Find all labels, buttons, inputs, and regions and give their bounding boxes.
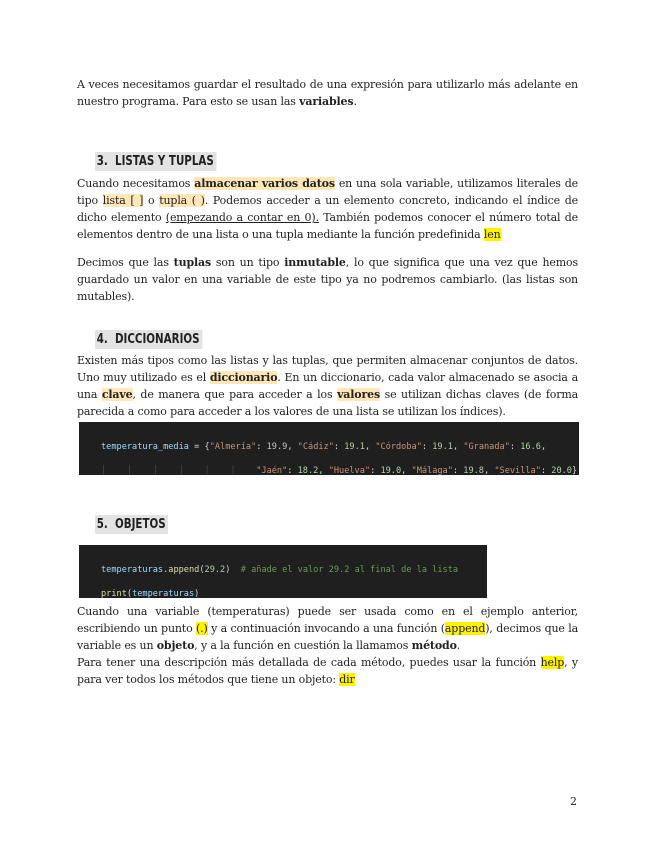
s3p1-text-4: . Podemos acceder a un elemento concreto, indicando el índice de dicho elemento — [77, 194, 578, 224]
code-dict-value: 19.1 — [432, 442, 453, 452]
section-5-paragraph-1 — [77, 603, 578, 654]
code-line-2: print(temperaturas) — [101, 589, 200, 598]
s5p1-bold-metodo: método — [411, 639, 457, 652]
section-3-heading — [95, 152, 216, 171]
s5p2-highlight-help: help — [540, 656, 565, 669]
s4p1-text-3: , de manera que para acceder a los — [132, 388, 338, 401]
code-close-brace: } — [571, 466, 578, 475]
code-line-2: │ │ │ │ │ │ "Jaén": 18.2, "Huelva": 19.0, "Málaga": 19.8, "Sevilla": 20.0} — [101, 466, 578, 475]
code-block-dictionary — [79, 422, 579, 475]
code-print-fn-2: print — [101, 589, 127, 598]
code-dict-value: 18.2 — [297, 466, 319, 475]
code-dict-value: 16.6 — [520, 442, 541, 452]
code-dict-key: "Córdoba" — [375, 442, 422, 452]
section-3-title: LISTAS Y TUPLAS — [115, 154, 214, 169]
section-4-title: DICCIONARIOS — [115, 332, 200, 347]
code-dict-value: 19.0 — [380, 466, 402, 475]
intro-text-1: A veces necesitamos guardar el resultado de una expresión para utilizarlo más adelante en nuestro programa. Para esto se usan las — [77, 78, 578, 108]
code-assign: = { — [188, 442, 210, 452]
s5p1-bold-objeto: objeto — [156, 639, 195, 652]
s3p1-highlight-tupla: tupla ( ) — [159, 194, 205, 207]
s5p1-text-1: Cuando una variable (temperaturas) puede ser usada como en el ejemplo anterior, escribiendo un punto — [77, 605, 578, 635]
s3p1-text-2: en una sola variable, utilizamos literales de tipo — [77, 177, 578, 207]
code-dict-key: "Cádiz" — [297, 442, 334, 452]
s5p1-text-4: , y a la función en cuestión la llamamos — [194, 639, 412, 652]
code-dict-key: "Jaén" — [256, 466, 288, 475]
s4p1-bold-valores: valores — [337, 388, 381, 401]
s3p2-bold-tuplas: tuplas — [173, 256, 212, 269]
s4p1-text-2: . En un diccionario, cada valor almacenado se asocia a una — [77, 371, 578, 401]
s4p1-text-1: Existen más tipos como las listas y las tuplas, que permiten almacenar conjuntos de datos. Uno muy utilizado es el — [77, 354, 578, 384]
s5p1-highlight-dot: (.) — [196, 622, 208, 635]
s4p1-bold-diccionario: diccionario — [209, 371, 278, 384]
section-5-paragraph-2 — [77, 654, 578, 688]
code-dict-value: 19.8 — [463, 466, 484, 475]
s3p2-text-2: son un tipo — [211, 256, 285, 269]
s3p1-underline-empezando: (empezando a contar en 0). — [165, 211, 319, 224]
section-5-number: 5. — [96, 517, 108, 532]
intro-paragraph — [77, 76, 578, 110]
s3p2-text-3: , lo que significa que una vez que hemos guardado un valor en una variable de este tipo ya no podremos cambiarlo. (las listas son mutables). — [77, 256, 578, 303]
code-dict-key: "Huelva" — [328, 466, 371, 475]
section-4-paragraph-1 — [77, 352, 578, 420]
s3p2-bold-inmutable: inmutable — [284, 256, 346, 269]
s5p1-highlight-append: append — [444, 622, 486, 635]
code-var-temperaturas: temperaturas — [101, 565, 164, 575]
code-dict-key: "Málaga" — [411, 466, 453, 475]
code-var-temperatura-media: temperatura_media — [101, 442, 189, 452]
s4p1-bold-clave: clave — [101, 388, 133, 401]
s5p1-text-5: . — [456, 639, 461, 652]
code-block-objects — [79, 545, 487, 598]
section-4-number: 4. — [96, 332, 108, 347]
s5p2-text-2: , y para ver todos los métodos que tiene un objeto: — [77, 656, 578, 686]
s3p1-text-1: Cuando necesitamos — [77, 177, 195, 190]
code-dict-value: 19.1 — [344, 442, 365, 452]
s3p1-highlight-lista: lista [ ] — [102, 194, 144, 207]
code-dict-key: "Sevilla" — [494, 466, 541, 475]
s3p1-text-5: También podemos conocer el número total de elementos dentro de una lista o una tupla mediante la función predefinida — [77, 211, 579, 241]
code-line-2-entries: "Jaén": 18.2, "Huelva": 19.0, "Málaga": 19.8, "Sevilla": 20.0 — [256, 466, 572, 475]
code-print-arg-2: temperaturas — [132, 589, 195, 598]
section-5-heading — [95, 515, 168, 534]
section-3-paragraph-2 — [77, 254, 578, 305]
code-dict-key: "Almería" — [209, 442, 257, 452]
code-comment: # añade el valor 29.2 al final de la lista — [240, 565, 459, 575]
section-5-title: OBJETOS — [115, 517, 166, 532]
s3p1-bold-almacenar: almacenar varios datos — [194, 177, 335, 190]
page-number: 2 — [570, 795, 577, 808]
section-3-number: 3. — [96, 154, 108, 169]
code-line-1 — [101, 441, 579, 453]
s3p2-text-1: Decimos que las — [77, 256, 174, 269]
code-line-1: temperaturas.append(29.2) # añade el valor 29.2 al final de la lista — [101, 565, 459, 575]
s5p1-text-3: ), decimos que la variable es un — [77, 622, 578, 652]
s3p1-text-3: o — [143, 194, 160, 207]
code-line-1-entries: "Almería": 19.9, "Cádiz": 19.1, "Córdoba": 19.1, "Granada": 16.6, — [209, 442, 552, 452]
s5p1-text-2: y a continuación invocando a una función ( — [207, 622, 445, 635]
intro-bold-variables: variables — [299, 95, 354, 108]
code-dict-key: "Granada" — [463, 442, 510, 452]
s5p2-text-1: Para tener una descripción más detallada de cada método, puedes usar la función — [77, 656, 541, 669]
code-arg-number: 29.2 — [204, 565, 226, 575]
code-dict-value: 20.0 — [551, 466, 572, 475]
section-4-heading — [95, 330, 202, 349]
intro-text-2: . — [353, 95, 357, 108]
code-method-append: append — [168, 565, 200, 575]
s5p2-highlight-dir: dir — [339, 673, 355, 686]
code-dict-value: 19.9 — [266, 442, 288, 452]
section-3-paragraph-1 — [77, 175, 578, 243]
s3p1-highlight-len: len — [483, 228, 501, 241]
s4p1-text-4: se utilizan dichas claves (de forma parecida a como para acceder a los valores de una lista se utilizan los índices). — [77, 388, 579, 418]
